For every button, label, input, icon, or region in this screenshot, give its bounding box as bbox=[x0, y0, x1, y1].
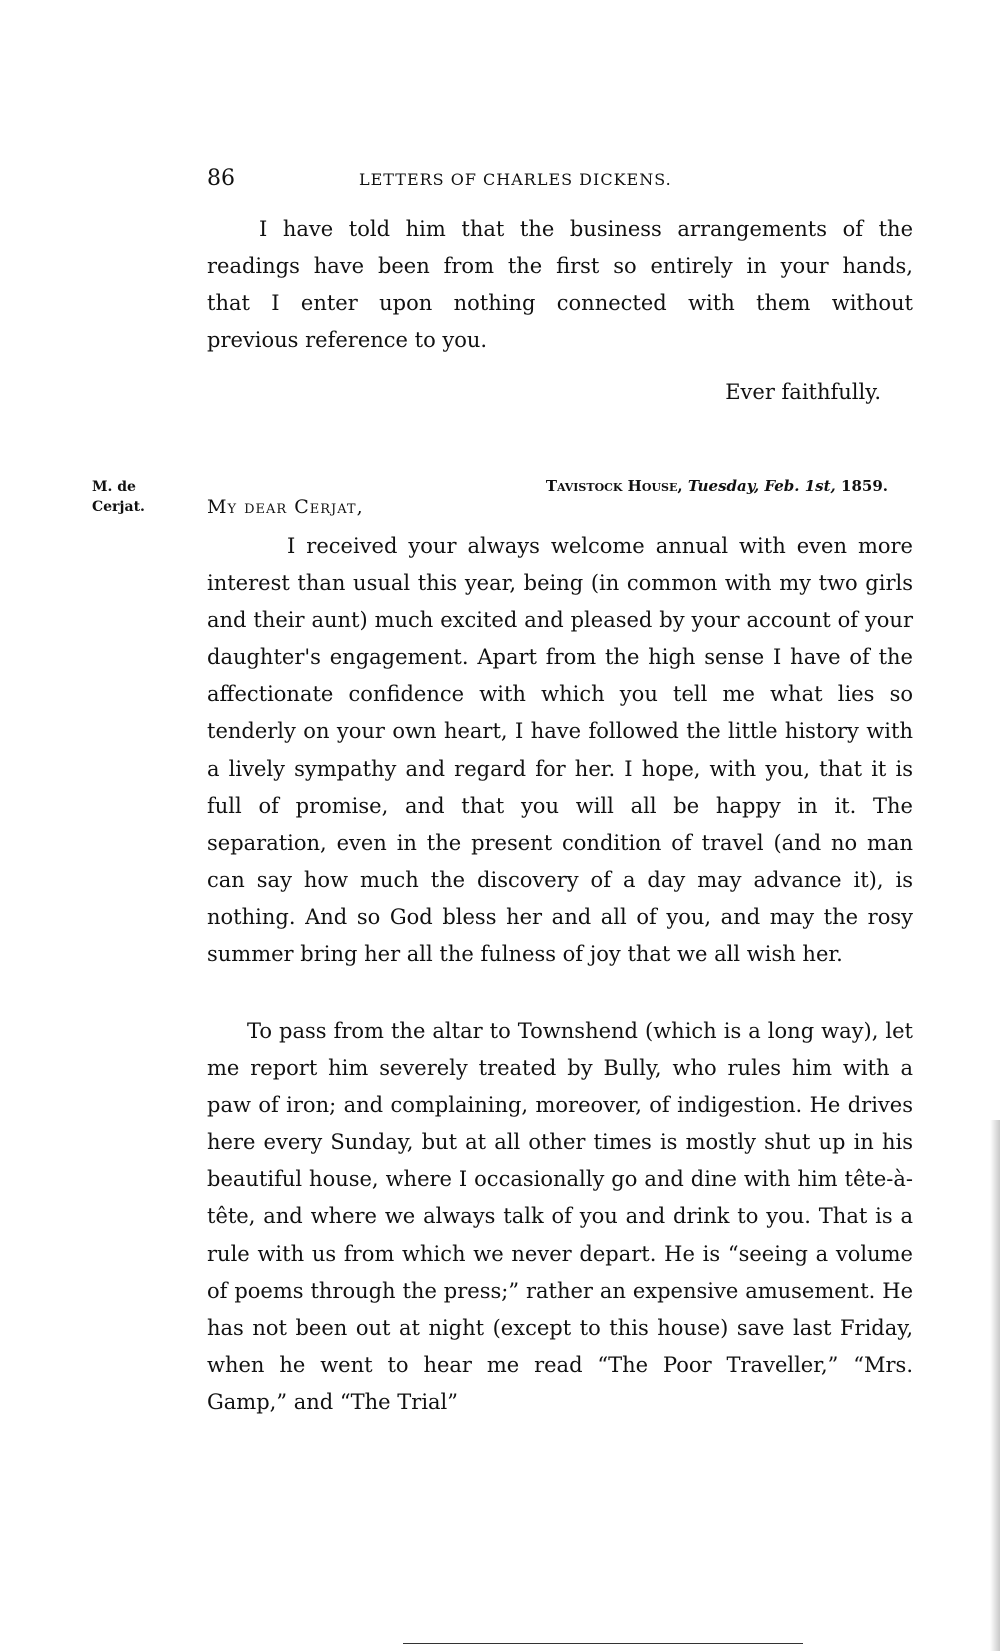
running-head: LETTERS OF CHARLES DICKENS. bbox=[359, 170, 672, 189]
text-line: previous reference to you. bbox=[207, 328, 488, 352]
margin-note-line: Cerjat. bbox=[92, 499, 145, 515]
salutation: My dear Cerjat, bbox=[207, 496, 364, 518]
letter-closing: Ever faithfully. bbox=[725, 380, 881, 404]
text-line: readings have been from the first so entirely in your hands, bbox=[207, 254, 913, 278]
margin-note-line: M. de bbox=[92, 479, 136, 495]
text-line: that I enter upon nothing connected with them without bbox=[207, 291, 913, 315]
page-number: 86 bbox=[207, 166, 235, 191]
margin-note bbox=[92, 477, 145, 517]
page-edge-shadow bbox=[990, 1120, 1000, 1651]
page-header bbox=[207, 166, 907, 200]
paragraph-text: I received your always welcome annual with even more interest than usual this year, being (in common with my two girls and their aunt) much excited and pleased by your account of your daughter's engagement. Apart from the high sense I have of the affectionate confidence with which you tell me what lies so tenderly on your own heart, I have followed the little history with a lively sympathy and regard for her. I hope, with you, that it is full of promise, and that you will all be happy in it. The separation, even in the present condition of travel (and no man can say how much the discovery of a day may advance it), is nothing. And so God bless her and all of you, and may the rosy summer bring her all the fulness of joy that we all wish her. bbox=[207, 534, 913, 967]
dateline-place: Tavistock House, bbox=[545, 477, 683, 495]
paragraph-text: To pass from the altar to Townshend (which is a long way), let me report him severely treated by Bully, who rules him with a paw of iron; and complaining, moreover, of indigestion. He drives here every Sunday, but at all other times is mostly shut up in his beautiful house, where I occasionally go and dine with him tête-à-tête, and where we always talk of you and drink to you. That is a rule with us from which we never depart. He is “seeing a volume of poems through the press;” rather an expensive amusement. He has not been out at night (except to this house) save last Friday, when he went to hear me read “The Poor Traveller,” “Mrs. Gamp,” and “The Trial” bbox=[207, 1019, 913, 1414]
text-line: I have told him that the business arrangements of the bbox=[259, 217, 913, 241]
dateline-year: 1859. bbox=[841, 477, 888, 495]
dateline-date: Tuesday, Feb. 1st, bbox=[687, 477, 836, 495]
dateline bbox=[546, 477, 888, 495]
bottom-rule bbox=[403, 1643, 803, 1644]
letter-2-paragraph-1 bbox=[207, 528, 913, 973]
letter-2-paragraph-2 bbox=[207, 1013, 913, 1421]
